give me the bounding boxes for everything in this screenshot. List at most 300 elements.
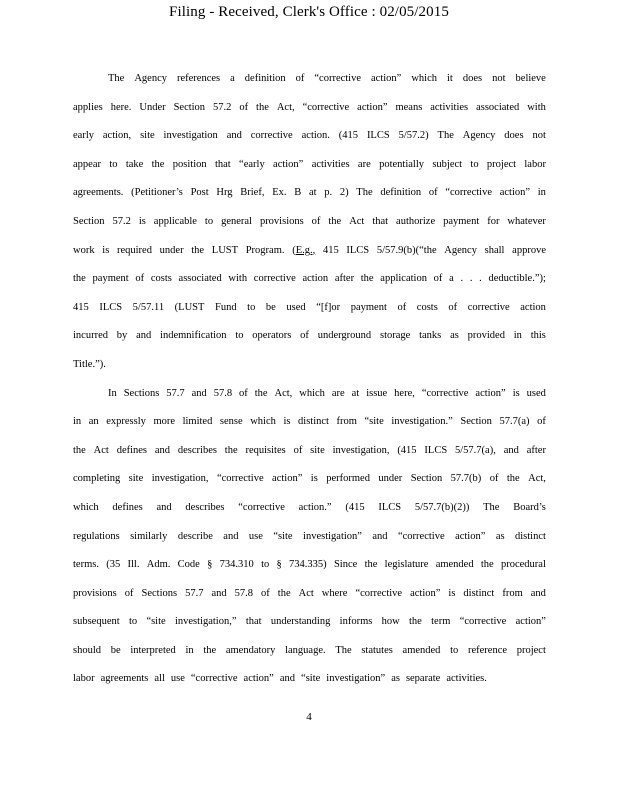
word: action” [455,530,486,542]
word: by [116,330,128,342]
word: procedural [500,559,546,571]
word: “corrective [421,387,469,399]
word: amended [402,644,441,656]
word: not [532,130,546,142]
word: costs [150,273,172,285]
word: (415 [338,130,359,142]
word: action” [272,473,303,485]
word: action” [243,673,274,685]
word: “corrective [216,473,264,485]
word: Act [349,215,365,227]
word: Act [298,587,314,599]
word: performed [326,473,370,485]
word: indemnification [160,330,227,342]
word: Act, [276,101,295,113]
word: . [469,273,473,285]
text-line [73,529,546,558]
word: which [250,416,276,428]
text-line [73,414,546,443]
word: B [294,187,302,199]
word: similarly [130,530,168,542]
word: statutes [361,644,393,656]
word: authorize [396,215,436,227]
word: (E.g., [292,244,316,256]
word: ILCS [346,244,370,256]
word: . [460,273,464,285]
word: is [283,416,291,428]
word: “early [239,158,265,170]
word: of [537,416,546,428]
word: and [503,444,519,456]
word: with [527,101,546,113]
word: to [261,559,270,571]
word: Brief, [240,187,265,199]
text-line [73,128,546,157]
word: defines [116,444,148,456]
word: payment [92,273,129,285]
word: 2) [339,187,349,199]
text-line [73,71,546,100]
word: and [211,587,227,599]
word: limited [182,416,213,428]
word: interpreted [130,644,176,656]
word: the [364,559,378,571]
word: Section [173,101,206,113]
word: of [239,387,248,399]
word: the [256,101,269,113]
word: Act [93,444,109,456]
word: at [308,187,317,199]
word: labor [73,673,95,685]
word: activities [430,101,469,113]
word: to [235,330,244,342]
word: regulations [73,530,120,542]
word: is [448,587,456,599]
word: which [411,73,438,84]
word: subsequent [73,616,120,628]
word: work [73,244,95,256]
word: “corrective [190,673,238,685]
word: Section [460,416,492,428]
word: all [154,673,165,685]
text-line [73,443,546,472]
word: in [537,187,546,199]
word: should [73,644,102,656]
word: “corrective [397,530,445,542]
word: “site [146,616,166,628]
word: The [437,130,454,142]
word: associated [476,101,520,113]
word: shall [484,244,505,256]
text-line [73,471,546,500]
word: operators [252,330,292,342]
word: issue [366,387,388,399]
word: Act, [274,387,293,399]
word: how [381,616,400,628]
word: Under [139,101,166,113]
word: this [530,330,546,342]
word: action” [357,101,388,113]
word: amended [435,559,474,571]
word: action [302,273,329,285]
word: deductible.”); [488,273,546,285]
word: distinct [298,416,329,428]
word: corrective [250,130,293,142]
word: the [254,387,268,399]
word: subject [432,158,463,170]
word: distinct [515,530,546,542]
word: of [397,301,407,313]
text-line [73,214,546,243]
word: investigation.” [391,416,453,428]
word: provisions [73,587,117,599]
word: definition [380,187,422,199]
word: used [286,301,306,313]
word: and [226,130,242,142]
word: appear [73,158,101,170]
word: whatever [507,215,546,227]
word: here. [110,101,132,113]
word: an [88,416,99,428]
word: “site [364,416,384,428]
word: action” [273,158,304,170]
word: for [487,215,500,227]
word: with [228,273,248,285]
word: (LUST [174,301,205,313]
word: provisions [259,215,304,227]
word: is [310,473,318,485]
word: 57.7(a) [499,416,530,428]
word: action” [499,187,531,199]
word: general [221,215,252,227]
word: approve [512,244,546,256]
page-number: 4 [306,711,312,723]
word: agreements. [73,187,124,199]
word: site [128,473,144,485]
word: ILCS [99,301,123,313]
word: “corrective [302,101,350,113]
word: the [360,273,374,285]
word: The [335,644,352,656]
word: the [73,444,86,456]
word: position [172,158,207,170]
word: and [156,501,172,513]
word: in [73,416,82,428]
text-line [73,157,546,186]
word: in [513,330,522,342]
word: more [153,416,176,428]
word: LUST [211,244,239,256]
word: amendatory [225,644,276,656]
text-line [73,557,546,586]
word: 415 [322,244,339,256]
word: action [520,301,546,313]
word: 57.7(b) [450,473,482,485]
word: to [204,215,214,227]
text-line [73,100,546,129]
word: site [140,130,155,142]
word: means [395,101,423,113]
word: investigation,” [174,616,237,628]
word: to [247,301,256,313]
word: of [124,587,134,599]
word: at [351,387,360,399]
word: and [223,530,239,542]
word: activities. [446,673,487,685]
word: of [448,301,458,313]
text-line [73,643,546,672]
word: sense [219,416,243,428]
word: and [154,444,171,456]
word: Hrg [216,187,233,199]
word: distinct [463,587,495,599]
word: Program. [245,244,285,256]
word: the [506,473,520,485]
text-line [73,614,546,643]
word: and [372,530,388,542]
word: of [293,444,303,456]
word: 57.2 [112,215,131,227]
word: language. [285,644,326,656]
text-line [73,300,546,329]
word: is [512,387,520,399]
word: “[f]or [316,301,341,313]
word: the [409,616,422,628]
word: Agency [444,244,477,256]
word: the [73,273,86,285]
word: does [504,130,524,142]
word: Ill. [127,559,140,571]
word: action” [515,616,546,628]
word: “corrective [445,187,492,199]
word: activities [311,158,350,170]
word: the [224,444,238,456]
word: Fund [214,301,237,313]
word: that [214,158,231,170]
text-line [73,386,546,415]
word: The [483,501,500,513]
text-line [73,243,546,272]
word: (415 [345,501,365,513]
word: and [136,330,152,342]
word: § [276,559,282,571]
word: investigation” [326,673,386,685]
text-line [73,357,546,386]
word: describe [177,530,213,542]
word: describes [177,444,217,456]
word: Adm. [146,559,171,571]
word: reference [467,644,508,656]
word: investigation [163,130,218,142]
word: are [331,387,345,399]
word: Code [177,559,200,571]
word: Act, [528,473,546,485]
word: requisites [245,444,286,456]
word: 5/57.2) [398,130,429,142]
text-line [73,586,546,615]
word: and [530,587,546,599]
word: of [489,473,499,485]
word: the [480,559,494,571]
word: investigation, [151,473,209,485]
text-line [73,500,546,529]
word: 57.8 [234,587,254,599]
word: project [486,158,517,170]
word: the [328,215,342,227]
word: “corrective [355,587,403,599]
word: the [203,644,217,656]
word: p. [324,187,333,199]
word: Board’s [513,501,546,513]
word: are [357,158,371,170]
word: that [372,215,389,227]
word: is [138,215,146,227]
word: definition [244,73,286,84]
word: after [526,444,546,456]
word: “site [273,530,293,542]
word: to [470,158,479,170]
word: action. [301,130,330,142]
word: (Petitioner’s [131,187,183,199]
word: labor [524,158,546,170]
word: of [300,330,309,342]
word: take [125,158,144,170]
word: incurred [73,330,108,342]
word: “site [301,673,321,685]
word: The [356,187,373,199]
word: Section [410,473,443,485]
word: be [265,301,276,313]
word: legislature [384,559,429,571]
word: Sections [141,587,178,599]
word: of [295,73,305,84]
word: tanks [419,330,442,342]
word: be [110,644,121,656]
word: of [433,273,443,285]
word: believe [515,73,546,84]
word: 57.7 [185,587,204,599]
word: In [108,387,117,399]
word: ILCS [366,130,390,142]
word: payment [350,301,387,313]
word: of [135,273,145,285]
word: corrective [253,273,296,285]
word: used [526,387,546,399]
word: associated [178,273,222,285]
word: project [516,644,546,656]
word: The [108,73,125,84]
word: of [239,101,249,113]
word: 5/57.9(b)(“the [376,244,437,256]
text-line [73,271,546,300]
word: here, [394,387,415,399]
word: under [378,473,403,485]
word: the [191,244,205,256]
word: expressly [106,416,146,428]
word: action” [410,587,441,599]
word: to [128,616,138,628]
word: 734.335) [289,559,327,571]
word: a [449,273,454,285]
word: that [245,616,262,628]
word: payment [443,215,480,227]
word: a [230,73,235,84]
word: does [462,73,483,84]
word: terms. [73,559,99,571]
word: use [248,530,263,542]
word: informs [339,616,373,628]
document-body [73,71,546,700]
text-line [73,185,546,214]
word: applies [73,101,103,113]
word: early [73,130,94,142]
word: corrective [467,301,510,313]
word: 57.2 [213,101,232,113]
word: investigation” [303,530,362,542]
word: (415 [397,444,417,456]
word: 5/57.7(b)(2)) [414,501,470,513]
word: required [116,244,152,256]
word: “corrective [238,501,285,513]
word: “corrective [459,616,507,628]
word: it [447,73,453,84]
word: action.” [298,501,332,513]
word: provided [467,330,505,342]
word: application [380,273,427,285]
word: Since [333,559,358,571]
word: from [336,416,357,428]
word: in [185,644,194,656]
word: 57.8 [213,387,233,399]
word: references [176,73,221,84]
word: which [73,501,99,513]
word: storage [379,330,411,342]
word: the [151,158,165,170]
word: as [495,530,505,542]
word: potentially [379,158,424,170]
word: describes [185,501,225,513]
word: Title.”). [73,358,106,370]
word: 5/57.11 [132,301,165,313]
word: “corrective [314,73,362,84]
word: ILCS [424,444,448,456]
word: term [431,616,451,628]
word: applicable [153,215,197,227]
filing-header: Filing - Received, Clerk's Office : 02/05/2015 [169,4,449,20]
word: not [492,73,506,84]
word: completing [73,473,121,485]
word: 415 [73,301,89,313]
word: 5/57.7(a), [455,444,496,456]
word: of [428,187,438,199]
word: which [299,387,325,399]
word: Section [73,215,105,227]
text-line [73,328,546,357]
word: . [479,273,482,285]
word: action” [371,73,402,84]
word: separate [405,673,441,685]
word: 734.310 [219,559,254,571]
word: as [450,330,459,342]
word: to [109,158,118,170]
word: to [450,644,459,656]
word: agreements [100,673,149,685]
word: Ex. [272,187,287,199]
word: defines [112,501,143,513]
word: Agency [462,130,496,142]
word: Sections [123,387,160,399]
word: site [310,444,325,456]
